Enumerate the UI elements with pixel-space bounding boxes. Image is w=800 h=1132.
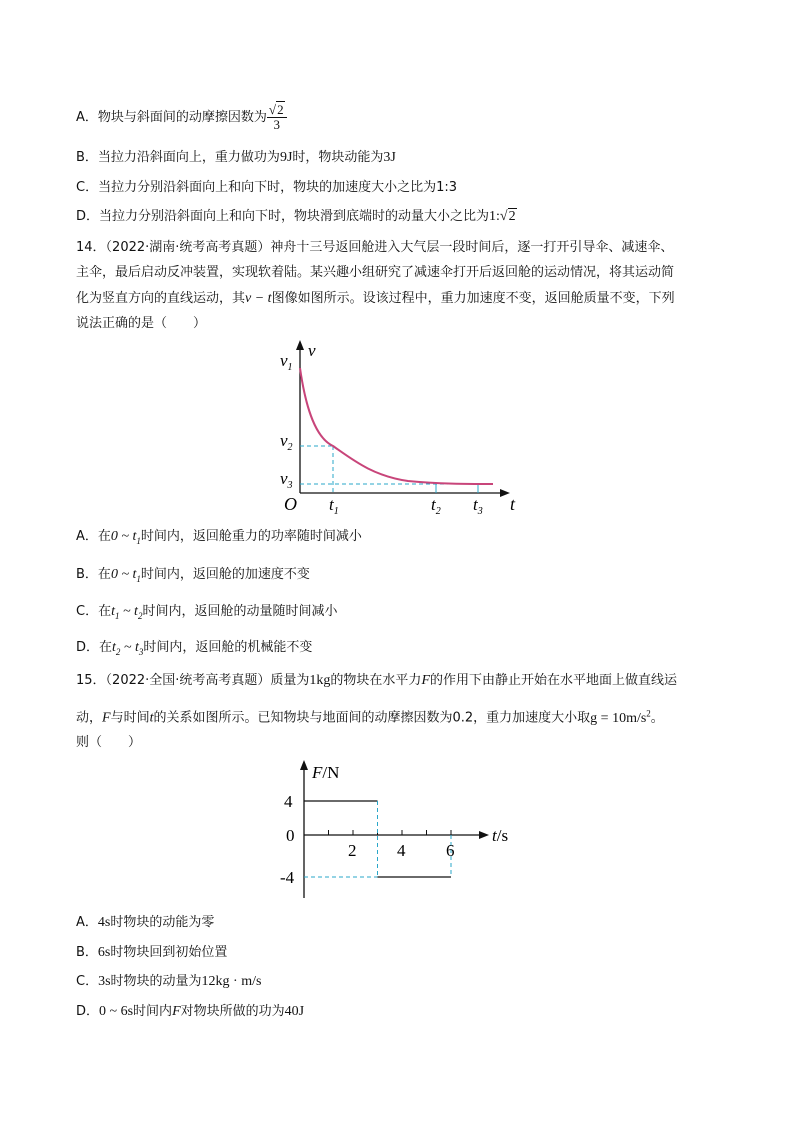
q13-option-a[interactable] bbox=[76, 103, 287, 132]
t-axis-arrow bbox=[479, 831, 489, 839]
stem-text: 质量为 bbox=[270, 673, 310, 688]
fraction-sqrt2-over-3: $\frac{√2}{3}$ bbox=[267, 103, 287, 132]
option-text: 时物块的动能为零 bbox=[110, 915, 215, 930]
q14-stem-line-1 bbox=[76, 238, 673, 258]
option-text: 时间内，返回舱的动量随时间减小 bbox=[142, 604, 338, 619]
time-symbol: t bbox=[149, 710, 154, 726]
option-letter: C． bbox=[76, 974, 99, 989]
x-tick-6: 6 bbox=[446, 841, 455, 860]
option-text: 时间内，返回舱的加速度不变 bbox=[140, 567, 310, 582]
stem-text-2: 图像如图所示。设该过程中，重力加速度不变，返回舱质量不变，下列 bbox=[271, 291, 675, 306]
option-pre: 在 bbox=[97, 529, 111, 544]
stem-text: 化为竖直方向的直线运动，其 bbox=[76, 291, 246, 306]
option-text: 时间内 bbox=[133, 1004, 173, 1019]
f-axis-label: F/N bbox=[312, 763, 340, 782]
force-symbol: F bbox=[172, 1004, 181, 1019]
y-tick-0: 0 bbox=[286, 826, 295, 845]
q15-stem-line-2 bbox=[76, 703, 664, 729]
x-tick-4: 4 bbox=[397, 841, 406, 860]
v3-label: $v_3$ bbox=[280, 469, 293, 491]
v1-label: $v_1$ bbox=[280, 351, 293, 373]
q14-stem-line-4 bbox=[76, 314, 206, 334]
sqrt-2: √2 bbox=[499, 209, 516, 224]
momentum-value: 12kg · m/s bbox=[201, 974, 262, 989]
q14-vt-graph bbox=[278, 338, 528, 518]
stem-text-2: 的物块在水平力 bbox=[330, 673, 422, 688]
time-range: 0 ~ $t_1$ bbox=[110, 567, 141, 584]
q15-stem-line-3 bbox=[76, 733, 141, 753]
radicand: 2 bbox=[277, 102, 284, 117]
force-symbol: F bbox=[421, 673, 430, 688]
option-pre: 在 bbox=[98, 604, 112, 619]
time-range: $t_1$ ~ $t_2$ bbox=[111, 604, 143, 621]
ratio-prefix: 1: bbox=[489, 209, 500, 224]
time-value: 3s bbox=[98, 974, 111, 989]
option-letter: A． bbox=[76, 915, 98, 930]
mass-value: 1kg bbox=[309, 673, 331, 688]
value-3j: 3J bbox=[383, 150, 396, 165]
question-number: 15． bbox=[76, 673, 106, 688]
stem-text-3: 的作用下由静止开始在水平地面上做直线运 bbox=[430, 673, 678, 688]
option-text: 时间内，返回舱重力的功率随时间减小 bbox=[140, 529, 362, 544]
question-number: 14． bbox=[76, 240, 106, 255]
value-9j: 9J bbox=[279, 150, 293, 165]
option-pre: 在 bbox=[99, 640, 113, 655]
option-text: 当拉力沿斜面向上，重力做功为 bbox=[97, 150, 280, 165]
g-expression: $g = 10m/s^2$ bbox=[590, 708, 651, 726]
q14-stem-line-2 bbox=[76, 263, 674, 283]
q13-option-b[interactable] bbox=[76, 148, 396, 168]
stem-text-3: 的关系如图所示。已知物块与地面间的动摩擦因数为0.2，重力加速度大小取 bbox=[153, 710, 591, 726]
option-letter: D． bbox=[76, 1004, 100, 1019]
f-axis-arrow bbox=[300, 760, 308, 770]
question-source: （2022·全国·统考高考真题） bbox=[105, 673, 271, 688]
v2-label: $v_2$ bbox=[280, 431, 293, 453]
option-pre: 在 bbox=[97, 567, 111, 582]
time-value: 6s bbox=[97, 945, 111, 960]
t-axis-label: t/s bbox=[492, 826, 509, 845]
q15-ft-graph bbox=[280, 758, 530, 908]
y-tick-neg4: -4 bbox=[280, 868, 295, 887]
time-range: 0 ~ $t_1$ bbox=[110, 529, 141, 546]
stem-text: 说法正确的是（ ） bbox=[76, 316, 207, 331]
vt-curve bbox=[300, 368, 493, 484]
option-letter: B． bbox=[76, 945, 98, 960]
denominator: 3 bbox=[273, 117, 280, 132]
stem-text: 则（ ） bbox=[76, 735, 142, 750]
v-axis-label: v bbox=[308, 341, 316, 360]
vt-expression: v − t bbox=[245, 291, 272, 306]
question-source: （2022·湖南·统考高考真题） bbox=[105, 240, 271, 255]
stem-text-2: 与时间 bbox=[110, 710, 150, 726]
q14-stem-line-3 bbox=[76, 289, 675, 309]
q14-option-b[interactable] bbox=[76, 565, 310, 589]
q13-option-c[interactable] bbox=[76, 178, 457, 198]
option-letter: C． bbox=[76, 180, 99, 195]
time-range: $t_2$ ~ $t_3$ bbox=[112, 640, 144, 657]
option-text-2: 时，物块动能为 bbox=[292, 150, 384, 165]
x-tick-2: 2 bbox=[348, 841, 357, 860]
stem-text: 动， bbox=[76, 710, 103, 726]
t-axis-label: t bbox=[510, 494, 516, 514]
stem-end: 。 bbox=[650, 710, 664, 726]
stem-text: 神舟十三号返回舱进入大气层一段时间后，逐一打开引导伞、减速伞、 bbox=[270, 240, 674, 255]
radicand: 2 bbox=[508, 209, 516, 224]
t1-label: $t_1$ bbox=[329, 495, 339, 517]
option-letter: A． bbox=[76, 529, 98, 544]
q14-option-a[interactable] bbox=[76, 527, 362, 551]
option-text: 时物块回到初始位置 bbox=[110, 945, 228, 960]
option-text: 时物块的动量为 bbox=[110, 974, 202, 989]
origin-label: O bbox=[284, 494, 297, 514]
option-letter: C． bbox=[76, 604, 99, 619]
q15-option-c[interactable] bbox=[76, 972, 261, 992]
force-symbol: F bbox=[102, 710, 111, 726]
t-axis-arrow bbox=[500, 489, 510, 497]
option-letter: B． bbox=[76, 567, 98, 582]
option-text: 时间内，返回舱的机械能不变 bbox=[143, 640, 313, 655]
option-letter: A． bbox=[76, 110, 98, 125]
option-text-2: 对物块所做的功为 bbox=[180, 1004, 285, 1019]
work-value: 40J bbox=[284, 1004, 305, 1019]
option-text: 物块与斜面间的动摩擦因数为 bbox=[97, 110, 267, 125]
t2-label: $t_2$ bbox=[431, 495, 441, 517]
option-letter: B． bbox=[76, 150, 98, 165]
option-letter: D． bbox=[76, 209, 100, 224]
q14-option-d[interactable] bbox=[76, 638, 312, 662]
q15-option-a[interactable] bbox=[76, 913, 214, 933]
q13-option-d[interactable] bbox=[76, 207, 517, 227]
q15-option-d[interactable] bbox=[76, 1002, 304, 1022]
v-axis-arrow bbox=[296, 340, 304, 350]
option-text: 当拉力分别沿斜面向上和向下时，物块滑到底端时的动量大小之比为 bbox=[99, 209, 490, 224]
q15-stem-line-1 bbox=[76, 671, 677, 691]
stem-text: 主伞，最后启动反冲装置，实现软着陆。某兴趣小组研究了减速伞打开后返回舱的运动情况，将其运动简 bbox=[76, 265, 675, 280]
time-range: 0 ~ 6s bbox=[99, 1004, 134, 1019]
option-text: 当拉力分别沿斜面向上和向下时，物块的加速度大小之比为1:3 bbox=[98, 180, 458, 195]
time-value: 4s bbox=[97, 915, 111, 930]
t3-label: $t_3$ bbox=[473, 495, 483, 517]
q15-option-b[interactable] bbox=[76, 943, 227, 963]
option-letter: D． bbox=[76, 640, 100, 655]
q14-option-c[interactable] bbox=[76, 602, 337, 626]
y-tick-4: 4 bbox=[284, 792, 293, 811]
